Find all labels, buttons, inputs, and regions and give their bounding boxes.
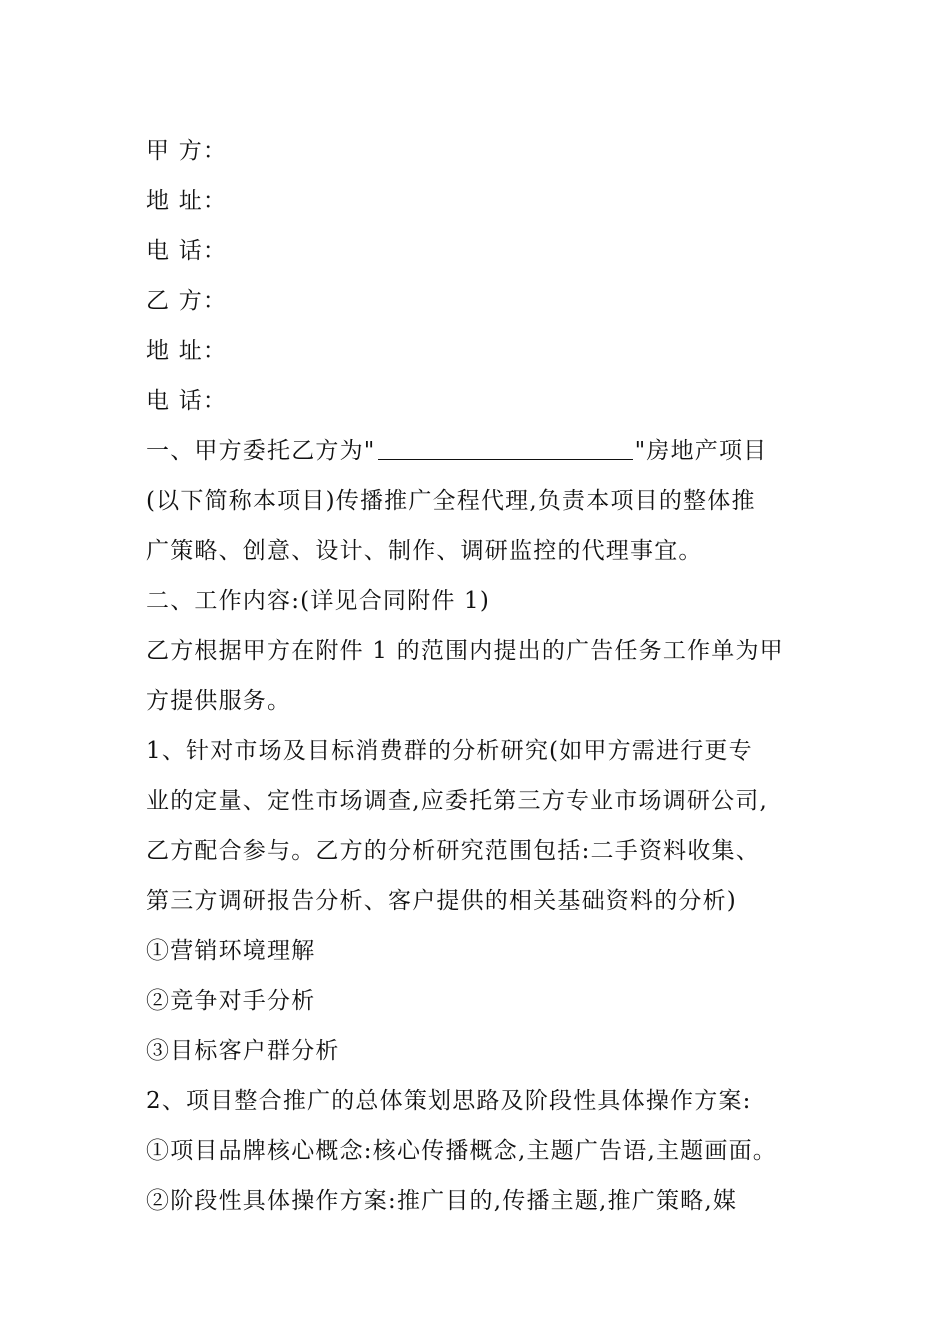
contract-page [146, 126, 826, 1226]
item2-line1: 2、项目整合推广的总体策划思路及阶段性具体操作方案: [146, 1088, 752, 1114]
clause2-intro-line1: 乙方根据甲方在附件 1 的范围内提出的广告任务工作单为甲 [146, 638, 784, 664]
item1-sub-2: ②竞争对手分析 [146, 988, 316, 1014]
clause1-line1 [146, 426, 826, 476]
clause2-heading: 二、工作内容:(详见合同附件 1) [146, 588, 491, 614]
party-a-phone-label: 电 话： [146, 238, 228, 264]
item2-sub-2: ②阶段性具体操作方案:推广目的,传播主题,推广策略,媒 [146, 1188, 738, 1214]
item1-line3: 乙方配合参与。乙方的分析研究范围包括:二手资料收集、 [146, 838, 760, 864]
party-a-label: 甲 方： [146, 138, 228, 164]
clause1-line3: 广策略、创意、设计、制作、调研监控的代理事宜。 [146, 538, 703, 564]
item1-line4: 第三方调研报告分析、客户提供的相关基础资料的分析) [146, 888, 737, 914]
party-b-address-label: 地 址： [146, 338, 228, 364]
item1-sub-3: ③目标客户群分析 [146, 1038, 340, 1064]
item1-line1: 1、针对市场及目标消费群的分析研究(如甲方需进行更专 [146, 738, 753, 764]
clause1-suffix: "房地产项目 [634, 438, 768, 464]
party-b-label: 乙 方： [146, 288, 228, 314]
project-name-blank [378, 437, 633, 460]
item1-line2: 业的定量、定性市场调查,应委托第三方专业市场调研公司, [146, 788, 769, 814]
party-b-phone-label: 电 话： [146, 388, 228, 414]
item2-sub-1: ①项目品牌核心概念:核心传播概念,主题广告语,主题画面。 [146, 1138, 777, 1164]
clause2-intro-line2: 方提供服务。 [146, 688, 292, 714]
item1-sub-1: ①营销环境理解 [146, 938, 316, 964]
clause1-prefix: 一、甲方委托乙方为" [146, 438, 376, 464]
clause1-line2: (以下简称本项目)传播推广全程代理,负责本项目的整体推 [146, 488, 756, 514]
party-a-address-label: 地 址： [146, 188, 228, 214]
